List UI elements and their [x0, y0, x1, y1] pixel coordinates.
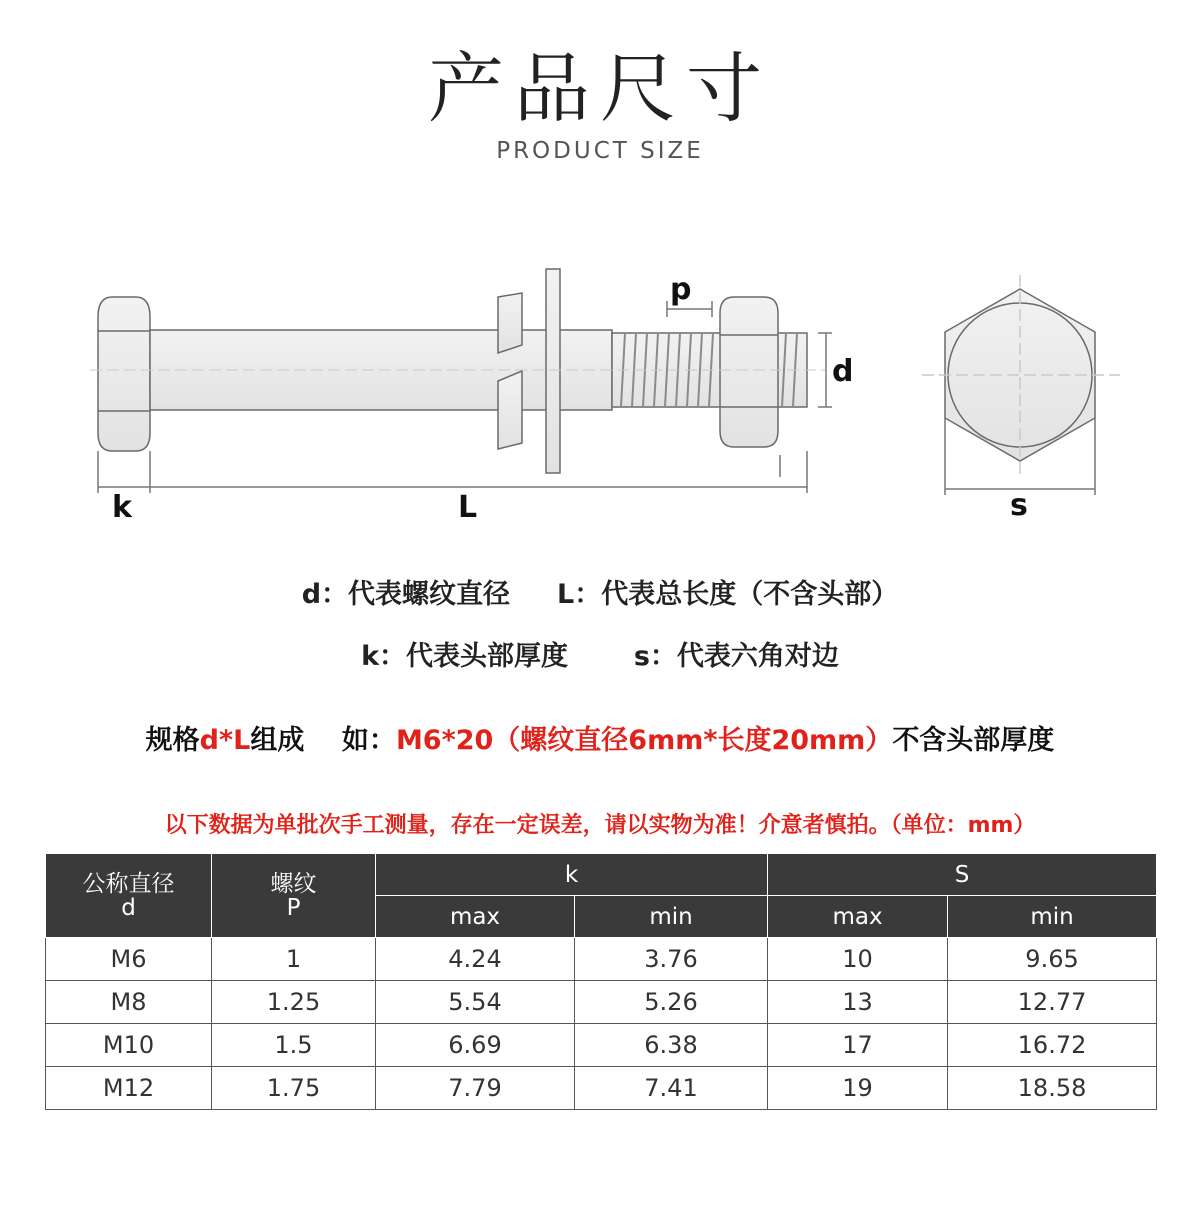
spring-washer	[498, 293, 522, 353]
header-s-min: min	[948, 896, 1157, 938]
table-row	[46, 1024, 1157, 1067]
spec-mid: 组成 如：	[250, 725, 396, 756]
cell-d: M6	[46, 938, 212, 981]
table-row	[46, 981, 1157, 1024]
cell-k-max: 4.24	[376, 938, 575, 981]
header-thread-pitch: 螺纹 P	[212, 854, 376, 938]
cell-s-min: 18.58	[948, 1067, 1157, 1110]
header-k-max: max	[376, 896, 575, 938]
cell-p: 1	[212, 938, 376, 981]
cell-s-max: 10	[768, 938, 948, 981]
cell-k-min: 7.41	[575, 1067, 768, 1110]
cell-s-min: 12.77	[948, 981, 1157, 1024]
cell-k-max: 7.79	[376, 1067, 575, 1110]
cell-s-min: 16.72	[948, 1024, 1157, 1067]
cell-s-max: 17	[768, 1024, 948, 1067]
legend-line-2: k：代表头部厚度 s：代表六角对边	[361, 641, 839, 672]
flat-washer	[546, 269, 560, 473]
cell-k-min: 6.38	[575, 1024, 768, 1067]
page-subtitle: PRODUCT SIZE	[496, 138, 704, 164]
cell-k-max: 6.69	[376, 1024, 575, 1067]
measurement-notice: 以下数据为单批次手工测量，存在一定误差，请以实物为准！介意者慎拍。（单位：mm）	[164, 813, 1036, 838]
cell-s-max: 13	[768, 981, 948, 1024]
header-k-min: min	[575, 896, 768, 938]
header-k-group: k	[376, 854, 768, 896]
spec-prefix: 规格	[145, 725, 200, 756]
spec-dl: d*L	[199, 725, 251, 756]
table-row	[46, 938, 1157, 981]
cell-s-max: 19	[768, 1067, 948, 1110]
cell-p: 1.5	[212, 1024, 376, 1067]
label-k: k	[112, 490, 132, 525]
legend-line-1: d：代表螺纹直径 L：代表总长度（不含头部）	[301, 579, 899, 610]
bolt-diagram	[80, 255, 1140, 525]
cell-k-min: 3.76	[575, 938, 768, 981]
spec-suffix: 不含头部厚度	[892, 725, 1055, 756]
label-p: p	[670, 272, 692, 307]
label-L: L	[458, 490, 478, 525]
label-s: s	[1010, 488, 1028, 523]
header-nominal-diameter: 公称直径 d	[46, 854, 212, 938]
table-row	[46, 1067, 1157, 1110]
cell-d: M8	[46, 981, 212, 1024]
label-d: d	[832, 354, 854, 389]
header-s-max: max	[768, 896, 948, 938]
spec-format-line	[0, 718, 1200, 757]
cell-p: 1.75	[212, 1067, 376, 1110]
cell-s-min: 9.65	[948, 938, 1157, 981]
hex-end-view	[922, 275, 1120, 495]
spec-table	[45, 853, 1157, 1110]
cell-d: M10	[46, 1024, 212, 1067]
cell-d: M12	[46, 1067, 212, 1110]
cell-k-min: 5.26	[575, 981, 768, 1024]
spec-example: M6*20（螺纹直径6mm*长度20mm）	[395, 725, 893, 756]
spring-washer-lower	[498, 371, 522, 449]
header-s-group: S	[768, 854, 1157, 896]
bolt-head	[98, 297, 150, 451]
hex-nut	[720, 297, 778, 447]
cell-k-max: 5.54	[376, 981, 575, 1024]
page-title: 产品尺寸	[428, 44, 772, 133]
cell-p: 1.25	[212, 981, 376, 1024]
